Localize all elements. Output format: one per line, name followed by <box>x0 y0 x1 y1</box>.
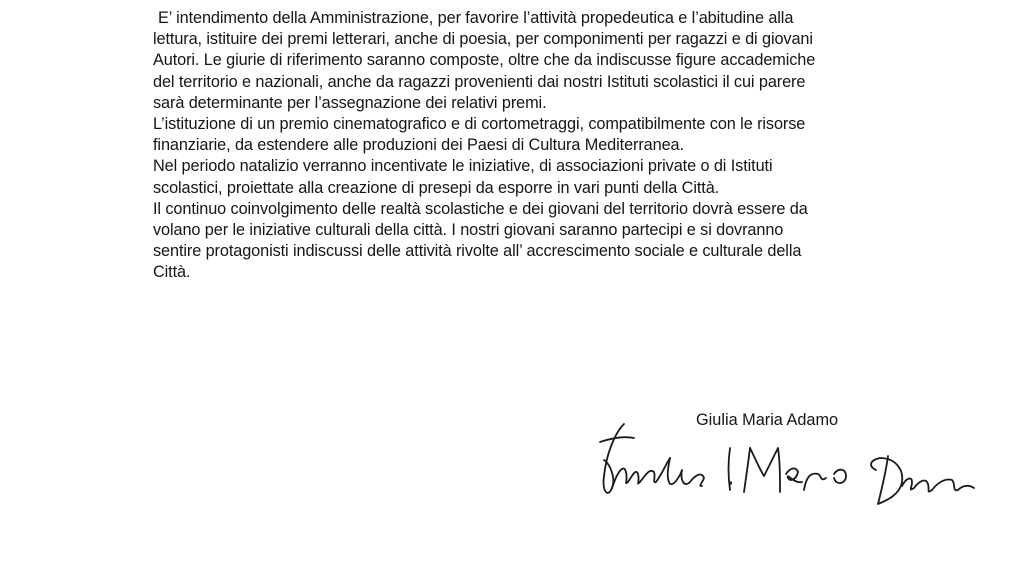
text-line: Autori. Le giurie di riferimento saranno composte, oltre che da indiscusse figure accademiche <box>153 51 816 70</box>
text-line: Nel periodo natalizio verranno incentivate le iniziative, di associazioni private o di Istituti <box>153 157 773 176</box>
text-line: Città. <box>153 263 191 282</box>
handwritten-signature <box>590 412 990 522</box>
text-line: Il continuo coinvolgimento delle realtà scolastiche e dei giovani del territorio dovrà essere da <box>153 199 808 218</box>
body-text <box>153 8 913 283</box>
text-line: sarà determinante per l’assegnazione dei relativi premi. <box>153 93 547 112</box>
text-line: E’ intendimento della Amministrazione, per favorire l’attività propedeutica e l’abitudine alla <box>158 9 794 27</box>
text-line: volano per le iniziative culturali della città. I nostri giovani saranno partecipi e si dovranno <box>153 220 784 239</box>
signer-name: Giulia Maria Adamo <box>696 411 839 429</box>
text-line: finanziarie, da estendere alle produzioni dei Paesi di Cultura Mediterranea. <box>153 136 684 155</box>
text-line: sentire protagonisti indiscussi delle attività rivolte all’ accrescimento sociale e culturale della <box>153 242 802 261</box>
text-line: L’istituzione di un premio cinematografico e di cortometraggi, compatibilmente con le risorse <box>153 114 806 133</box>
text-line: lettura, istituire dei premi letterari, anche di poesia, per componimenti per ragazzi e di giovani <box>153 30 813 49</box>
text-line: del territorio e nazionali, anche da ragazzi provenienti dai nostri Istituti scolastici il cui parere <box>153 72 806 91</box>
text-line: scolastici, proiettate alla creazione di presepi da esporre in vari punti della Città. <box>153 178 720 197</box>
